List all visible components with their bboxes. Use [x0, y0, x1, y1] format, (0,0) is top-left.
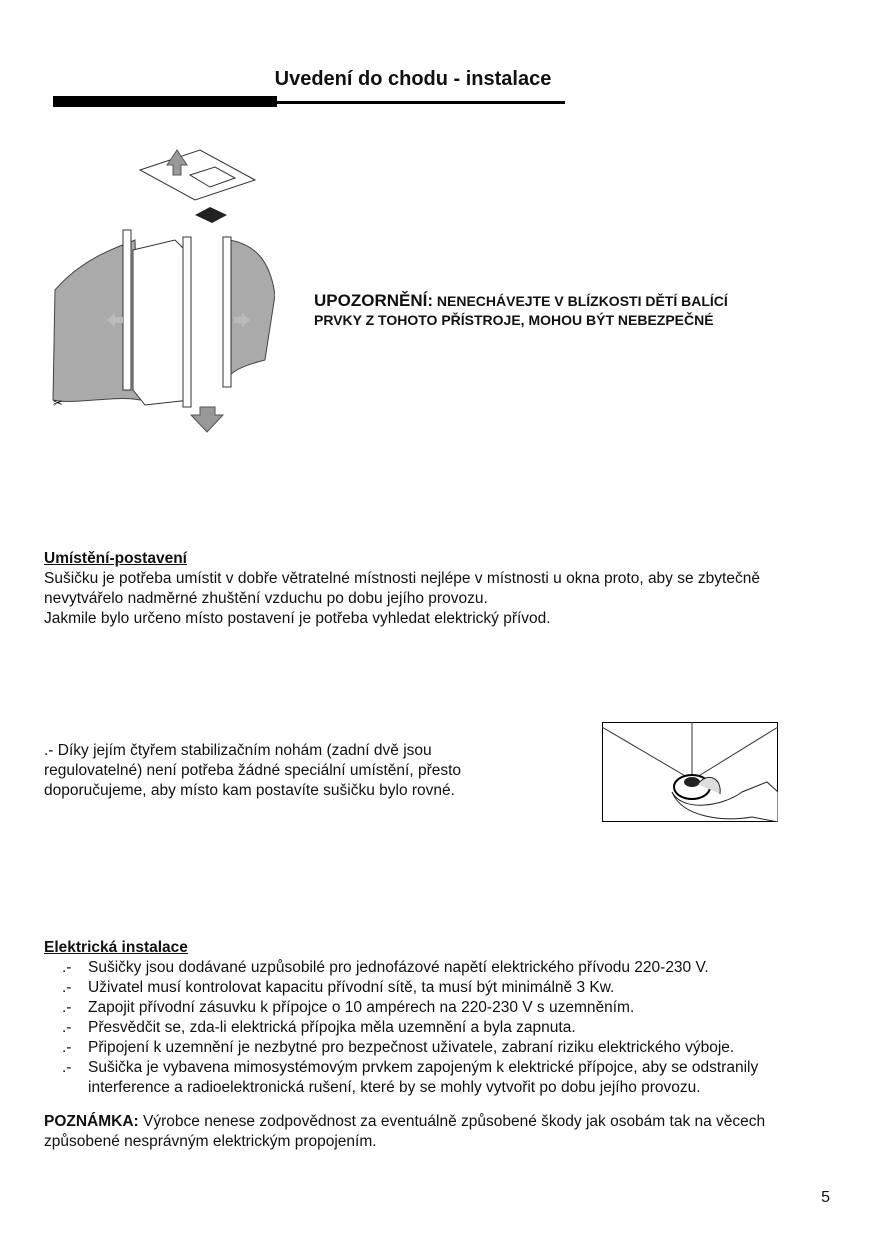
list-item — [44, 1038, 844, 1058]
svg-text:✂: ✂ — [53, 396, 64, 410]
placement-section — [44, 549, 836, 629]
placement-paragraph-1: Sušičku je potřeba umístit v dobře větratelné místnosti nejlépe v místnosti u okna proto, aby se zbytečně nevytvářelo nadměrné zhuštění vzduchu po dobu jejího provozu. — [44, 570, 760, 607]
bullet: .- — [62, 999, 72, 1016]
bullet: .- — [62, 959, 72, 976]
bullet: .- — [62, 1039, 72, 1056]
placement-paragraph-2: Jakmile bylo určeno místo postavení je potřeba vyhledat elektrický přívod. — [44, 610, 551, 627]
page-title: Uvedení do chodu - instalace — [274, 68, 552, 90]
electrical-heading: Elektrická instalace — [44, 939, 188, 956]
page-number: 5 — [821, 1189, 830, 1206]
note-label: POZNÁMKA: — [44, 1113, 139, 1130]
title-rule-thin — [277, 101, 565, 104]
warning-notice — [314, 291, 728, 330]
title-rule-thick — [53, 96, 277, 107]
bullet: .- — [62, 979, 72, 996]
list-item-text: Sušičky jsou dodávané uzpůsobilé pro jednofázové napětí elektrického přívodu 220-230 V. — [88, 959, 709, 976]
list-item — [44, 978, 844, 998]
note-paragraph — [44, 1112, 839, 1152]
bullet: .- — [62, 1059, 72, 1076]
leg-adjustment-illustration — [602, 722, 778, 822]
warning-text-2: PRVKY Z TOHOTO PŘÍSTROJE, MOHOU BÝT NEBEZPEČNÉ — [314, 312, 714, 328]
list-item-text: Přesvědčit se, zda-li elektrická přípojka měla uzemnění a byla zapnuta. — [88, 1019, 576, 1036]
placement-heading: Umístění-postavení — [44, 550, 187, 567]
list-item-text: Zapojit přívodní zásuvku k přípojce o 10 ampérech na 220-230 V s uzemněním. — [88, 999, 635, 1016]
unpacking-illustration — [45, 145, 275, 435]
note-text: Výrobce nenese zodpovědnost za eventuálně způsobené škody jak osobám tak na věcech způsobené nesprávným elektrickým propojením. — [44, 1113, 766, 1150]
electrical-section — [44, 938, 844, 1098]
list-item-text: Připojení k uzemnění je nezbytné pro bezpečnost uživatele, zabraní riziku elektrického výboje. — [88, 1039, 735, 1056]
list-item — [44, 998, 844, 1018]
list-item-text: Uživatel musí kontrolovat kapacitu přívodní sítě, ta musí být minimálně 3 Kw. — [88, 979, 615, 996]
list-item — [44, 1058, 844, 1098]
list-item-text: Sušička je vybavena mimosystémovým prvkem zapojeným k elektrické přípojce, aby se odstranily interference a radioelektronická rušení, které by se mohly vytvořit po dobu jejího provozu. — [88, 1059, 759, 1096]
legs-paragraph: .- Díky jejím čtyřem stabilizačním nohám (zadní dvě jsou regulovatelné) není potřeba žádné speciální umístění, přesto doporučujeme, aby místo kam postavíte sušičku bylo rovné. — [44, 742, 462, 799]
list-item — [44, 958, 844, 978]
warning-label: UPOZORNĚNÍ: — [314, 291, 433, 310]
list-item — [44, 1018, 844, 1038]
electrical-list — [44, 958, 844, 1098]
warning-text-1: NENECHÁVEJTE V BLÍZKOSTI DĚTÍ BALÍCÍ — [436, 293, 728, 309]
bullet: .- — [62, 1019, 72, 1036]
